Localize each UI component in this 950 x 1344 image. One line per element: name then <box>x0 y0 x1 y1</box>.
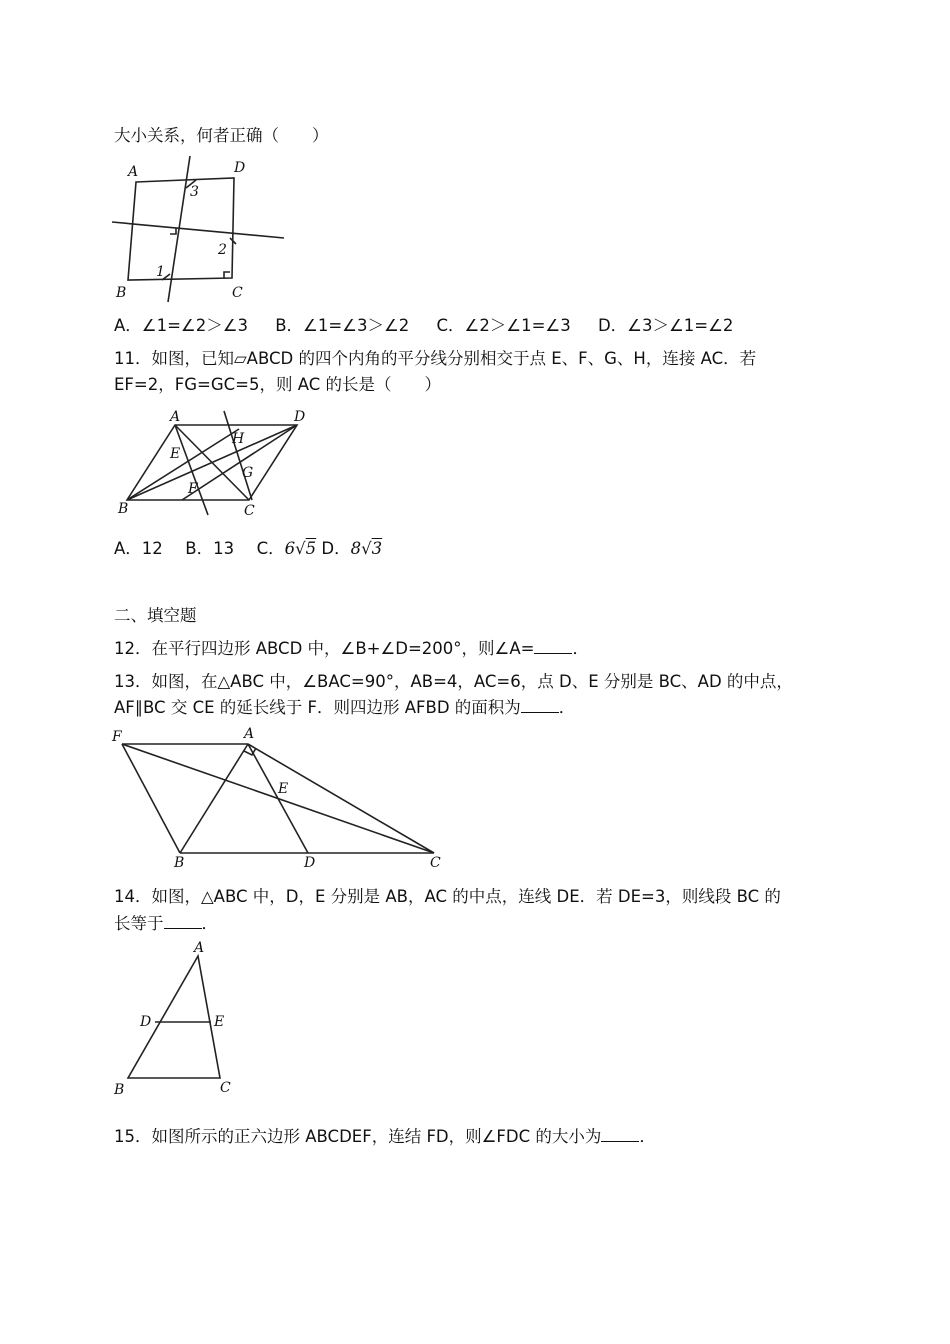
q12-blank[interactable] <box>534 637 572 654</box>
q13-line-1: 13．如图，在△ABC 中，∠BAC=90°，AB=4，AC=6，点 D、E 分别是 BC、AD 的中点， <box>114 672 793 691</box>
q11-label-c: C <box>244 503 255 519</box>
q14-figure <box>108 938 238 1098</box>
q13-stem: AF∥BC 交 CE 的延长线于 F．则四边形 AFBD 的面积为 <box>114 698 521 717</box>
q11-line-2: EF=2，FG=GC=5，则 AC 的长是（ ） <box>114 375 441 394</box>
q10-label-c: C <box>232 285 243 301</box>
q10-option-c[interactable]: C．∠2＞∠1=∠3 <box>436 316 571 335</box>
q10-label-a: A <box>128 164 139 180</box>
q11-option-c-prefix: C． <box>256 539 285 558</box>
q11-label-g: G <box>242 465 254 481</box>
q11-option-d-rad: 3 <box>371 539 383 558</box>
q14-line-2 <box>114 912 218 935</box>
q13-label-b: B <box>174 855 185 871</box>
q14-label-d: D <box>140 1014 152 1030</box>
q11-option-c-rad: 5 <box>305 539 317 558</box>
q15-text <box>114 1125 656 1148</box>
q13-label-c: C <box>430 855 441 871</box>
q10-label-1: 1 <box>156 264 165 280</box>
q10-option-a[interactable]: A．∠1=∠2＞∠3 <box>114 316 248 335</box>
q13-blank[interactable] <box>521 696 559 713</box>
q14-blank[interactable] <box>164 912 202 929</box>
q15-end: ． <box>639 1127 656 1146</box>
q11-option-c-expr: 6√5 <box>284 539 317 558</box>
q11-figure <box>112 405 322 520</box>
q10-tail: 大小关系，何者正确（ ） <box>114 126 329 145</box>
q15-blank[interactable] <box>601 1125 639 1142</box>
q14-end: ． <box>201 914 218 933</box>
q10-transversal-horizontal <box>112 222 284 238</box>
q14-label-a: A <box>194 940 205 956</box>
q13-label-a: A <box>244 726 255 742</box>
q11-option-c-coef: 6 <box>284 539 296 558</box>
q11-label-f: F <box>188 481 198 497</box>
q12-stem: 12．在平行四边形 ABCD 中，∠B+∠D=200°，则∠A= <box>114 639 535 658</box>
q11-option-d[interactable] <box>321 539 382 558</box>
q11-option-d-prefix: D． <box>321 539 351 558</box>
q10-figure <box>108 152 288 307</box>
q10-option-d[interactable]: D．∠3＞∠1=∠2 <box>597 316 734 335</box>
section-2-title: 二、填空题 <box>114 606 197 625</box>
q10-options <box>114 315 755 337</box>
q11-options <box>114 538 382 560</box>
q11-label-a: A <box>170 409 181 425</box>
q12-end: ． <box>572 639 589 658</box>
q14-line-1: 14．如图，△ABC 中，D，E 分别是 AB，AC 的中点，连线 DE．若 DE=3，则线段 BC 的 <box>114 887 781 906</box>
q10-label-d: D <box>234 160 246 176</box>
q13-label-e: E <box>278 781 289 797</box>
q11-label-e: E <box>170 446 181 462</box>
q13-end: ． <box>558 698 576 717</box>
q11-option-d-coef: 8 <box>350 539 362 558</box>
q11-line-1: 11．如图，已知▱ABCD 的四个内角的平分线分别相交于点 E、F、G、H，连接 AC．若 <box>114 349 757 368</box>
q15-stem: 15．如图所示的正六边形 ABCDEF，连结 FD，则∠FDC 的大小为 <box>114 1127 602 1146</box>
q11-option-d-expr: 8√3 <box>350 539 383 558</box>
q11-option-b[interactable]: B．13 <box>185 539 235 558</box>
q13-label-f: F <box>112 729 122 745</box>
q11-option-a[interactable]: A．12 <box>114 539 163 558</box>
q11-label-d: D <box>294 409 306 425</box>
q14-label-b: B <box>114 1082 125 1098</box>
q11-label-b: B <box>118 501 129 517</box>
q13-line-2 <box>114 696 575 719</box>
q10-option-b[interactable]: B．∠1=∠3＞∠2 <box>275 316 410 335</box>
q11-label-h: H <box>232 431 245 447</box>
q14-stem: 长等于 <box>114 914 164 933</box>
q10-label-3: 3 <box>190 184 199 200</box>
q13-figure <box>108 725 448 873</box>
q14-label-c: C <box>220 1080 231 1096</box>
q12-text <box>114 637 589 660</box>
q11-option-c[interactable] <box>257 539 317 558</box>
q10-label-2: 2 <box>218 242 227 258</box>
q13-label-d: D <box>304 855 316 871</box>
q14-label-e: E <box>214 1014 225 1030</box>
q10-label-b: B <box>116 285 127 301</box>
